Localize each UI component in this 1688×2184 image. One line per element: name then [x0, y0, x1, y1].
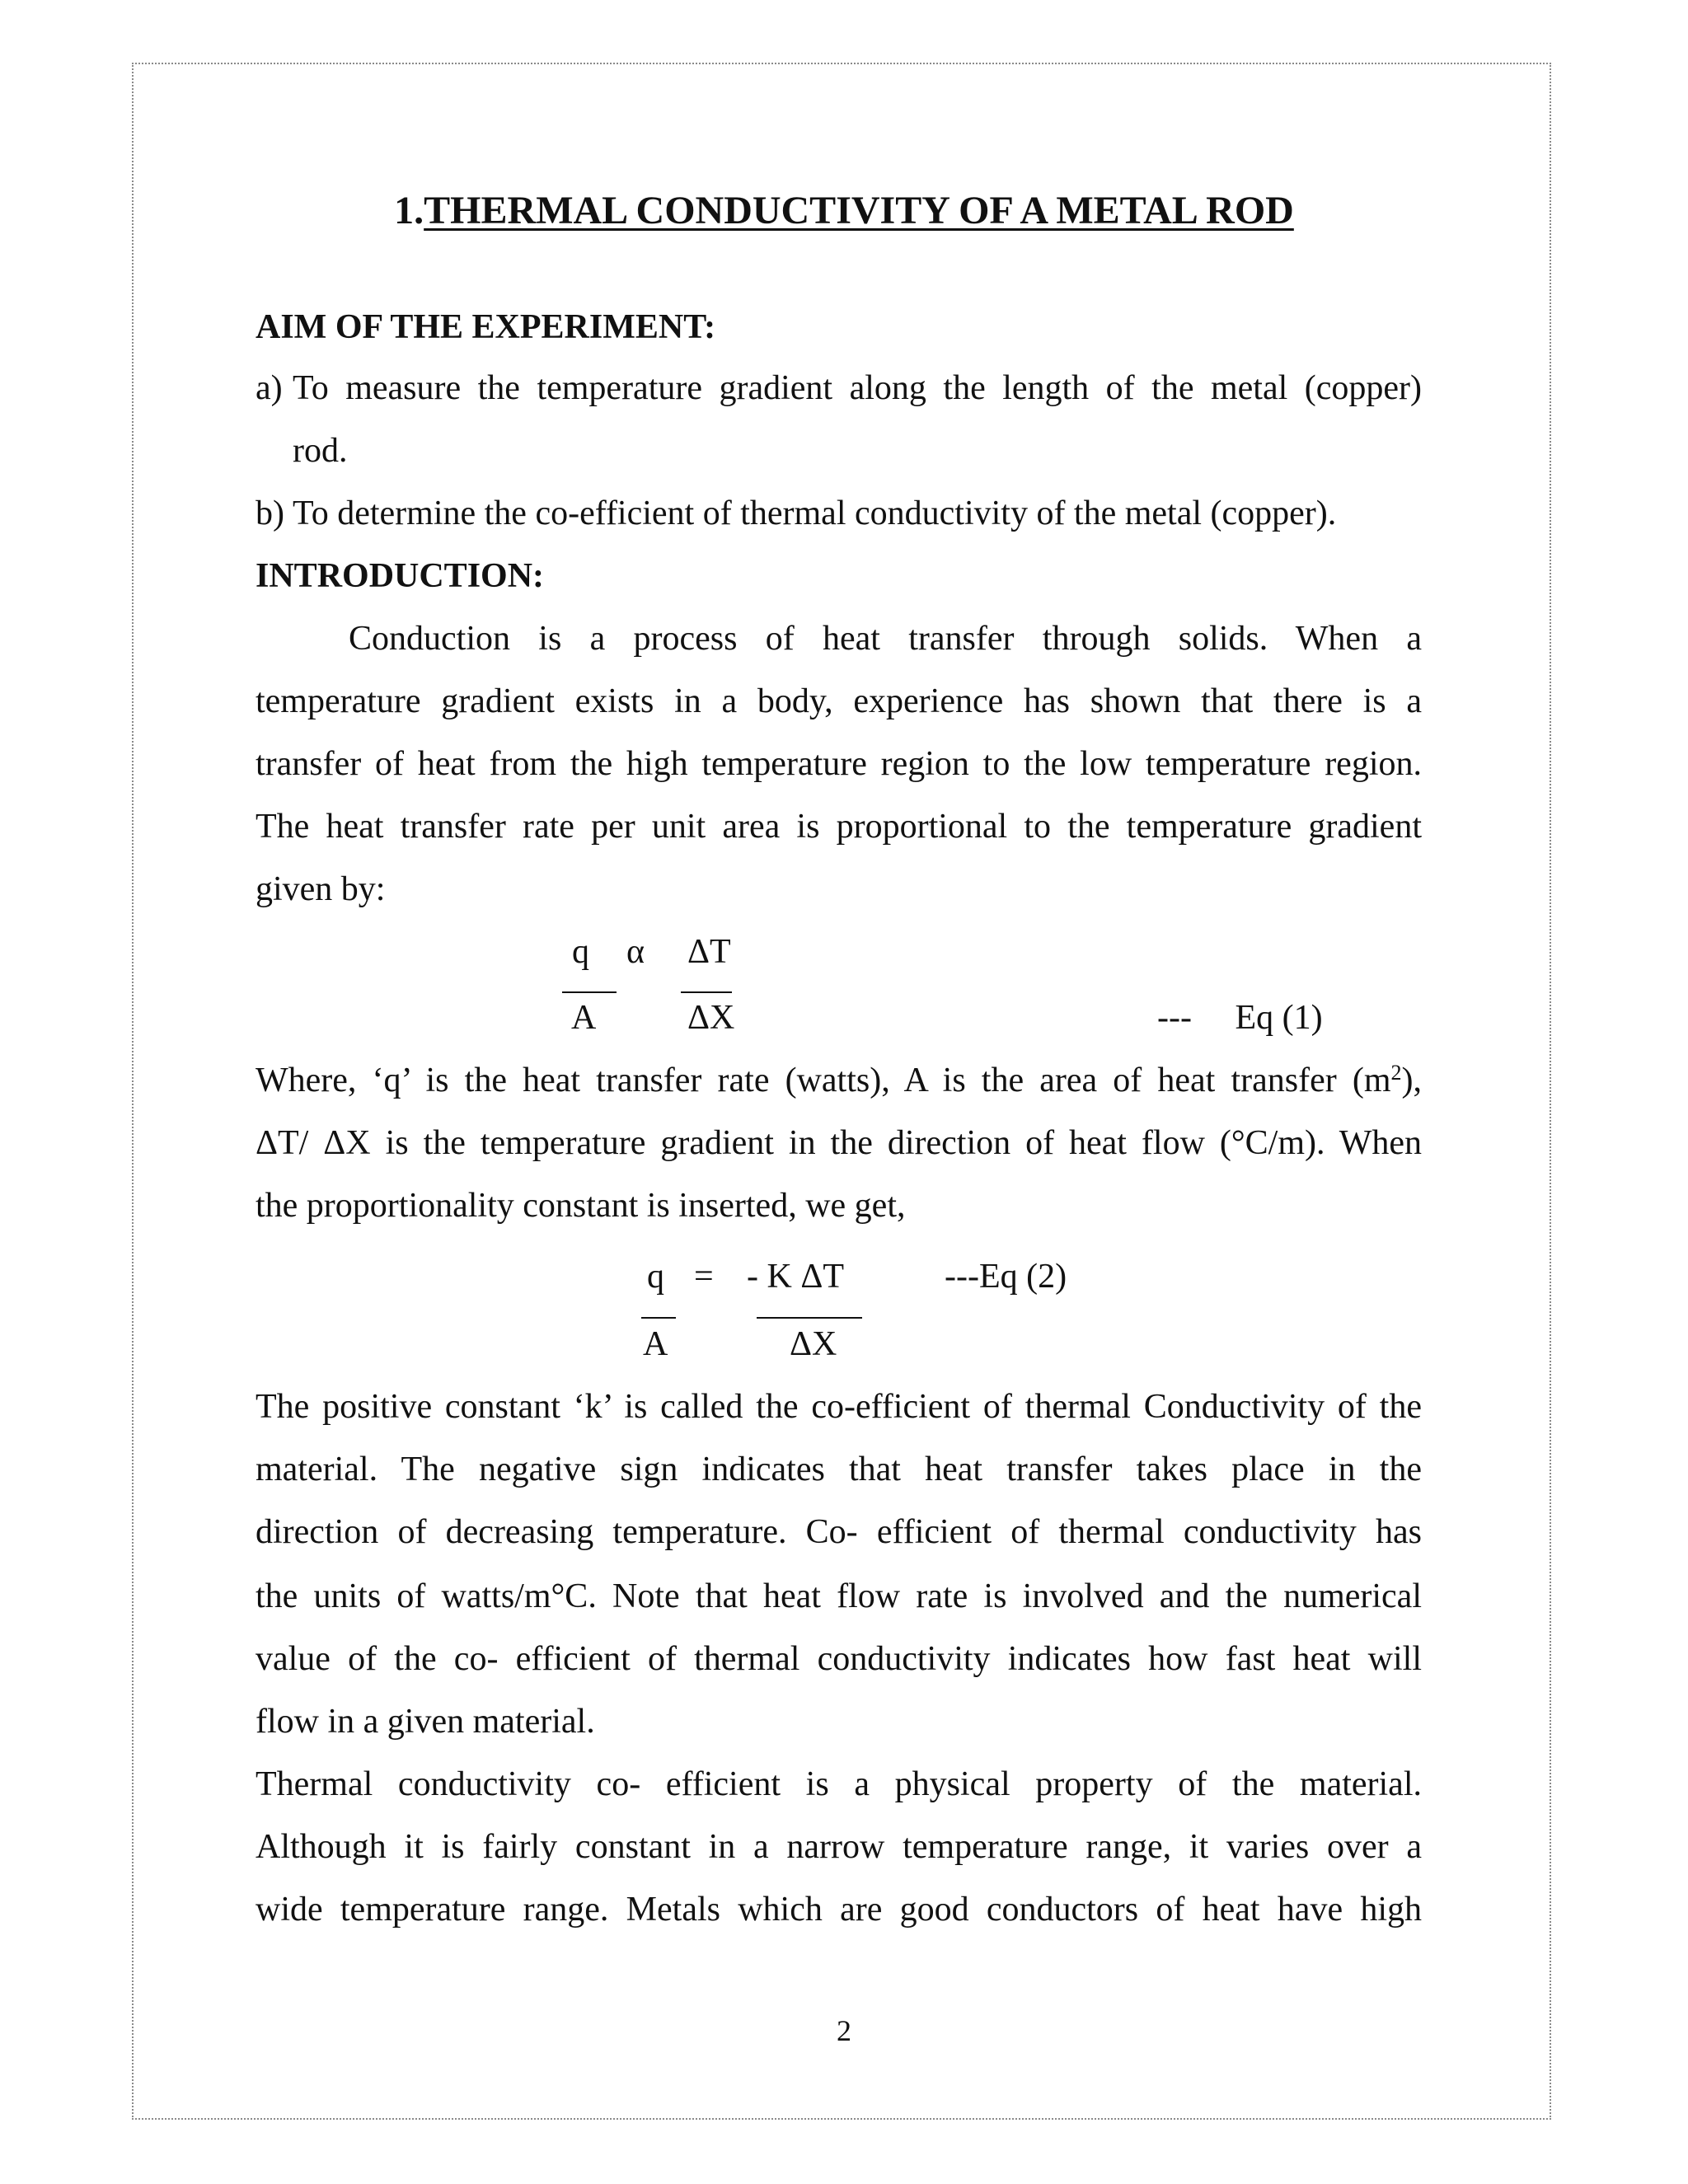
eq1-denominator-a: A: [571, 999, 597, 1037]
intro-p1-line: temperature gradient exists in a body, experience has shown that there is a: [256, 682, 1422, 720]
intro-p2-text-end: ),: [1401, 1062, 1422, 1099]
aim-a-label: a): [256, 369, 283, 407]
intro-p4-line: wide temperature range. Metals which are good conductors of heat have high: [256, 1891, 1422, 1929]
introduction-heading: INTRODUCTION:: [256, 557, 545, 595]
intro-p3-line: The positive constant ‘k’ is called the co-efficient of thermal Conductivity of the: [256, 1388, 1422, 1426]
eq2-fraction-bar-right: [757, 1317, 862, 1319]
eq1-numerator-delta-t: ΔT: [687, 933, 731, 971]
eq2-numerator-q: q: [647, 1258, 664, 1296]
eq2-fraction-bar-left: [641, 1317, 676, 1319]
intro-p1-line: The heat transfer rate per unit area is proportional to the temperature gradient: [256, 808, 1422, 846]
title-text: THERMAL CONDUCTIVITY OF A METAL ROD: [424, 189, 1294, 232]
intro-p3-line: value of the co- efficient of thermal conductivity indicates how fast heat will: [256, 1640, 1422, 1678]
title-number: 1.: [394, 189, 424, 232]
eq2-denominator-delta-x: ΔX: [790, 1325, 837, 1363]
intro-p3-line: direction of decreasing temperature. Co- efficient of thermal conductivity has: [256, 1513, 1422, 1551]
intro-p4-line: Although it is fairly constant in a narrow temperature range, it varies over a: [256, 1828, 1422, 1866]
aim-a-line2: rod.: [293, 432, 348, 470]
intro-p1-line: transfer of heat from the high temperature region to the low temperature region.: [256, 745, 1422, 783]
aim-b-text: To determine the co-efficient of thermal conductivity of the metal (copper).: [293, 494, 1337, 532]
eq2-numerator-k-delta-t: - K ΔT: [747, 1258, 844, 1296]
eq2-label: ---Eq (2): [945, 1258, 1067, 1296]
intro-p1-line: Conduction is a process of heat transfer through solids. When a: [349, 620, 1422, 658]
aim-a-line1: To measure the temperature gradient along the length of the metal (copper): [293, 369, 1422, 407]
page-title: [0, 186, 1688, 236]
intro-p1-line: given by:: [256, 870, 386, 908]
page-number: 2: [837, 2014, 851, 2047]
superscript-2: 2: [1390, 1061, 1402, 1085]
eq1-label: --- Eq (1): [1157, 999, 1323, 1037]
intro-p2-line: the proportionality constant is inserted, we get,: [256, 1187, 906, 1225]
eq2-equals-symbol: =: [694, 1258, 714, 1296]
eq1-proportional-symbol: α: [626, 933, 645, 971]
intro-p2-text: Where, ‘q’ is the heat transfer rate (watts), A is the area of heat transfer (m: [256, 1062, 1391, 1099]
intro-p2-line: [256, 1060, 1422, 1101]
eq1-fraction-bar-left: [562, 991, 617, 993]
eq1-fraction-bar-right: [681, 991, 732, 993]
intro-p3-line: material. The negative sign indicates that heat transfer takes place in the: [256, 1451, 1422, 1488]
eq1-denominator-delta-x: ΔX: [687, 999, 735, 1037]
intro-p4-line: Thermal conductivity co- efficient is a physical property of the material.: [256, 1765, 1422, 1803]
intro-p3-line: the units of watts/m°C. Note that heat flow rate is involved and the numerical: [256, 1577, 1422, 1615]
eq2-denominator-a: A: [643, 1325, 668, 1363]
eq1-numerator-q: q: [572, 933, 589, 971]
intro-p2-line: ΔT/ ΔX is the temperature gradient in the direction of heat flow (°C/m). When: [256, 1124, 1422, 1162]
aim-b-label: b): [256, 494, 284, 532]
aim-heading: AIM OF THE EXPERIMENT:: [256, 308, 716, 346]
intro-p3-line: flow in a given material.: [256, 1703, 595, 1741]
